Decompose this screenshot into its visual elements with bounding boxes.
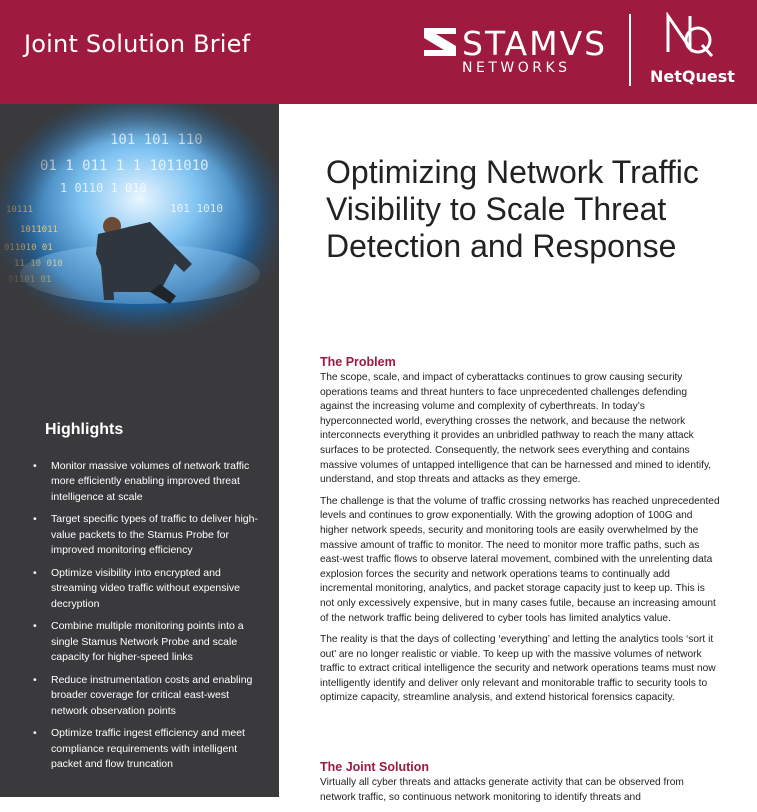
problem-section — [320, 355, 720, 713]
solution-heading: The Joint Solution — [320, 760, 430, 774]
netquest-wordmark: NetQuest — [650, 67, 735, 86]
solution-section — [320, 760, 720, 812]
highlights-list — [30, 459, 258, 780]
stamus-networks-text: NETWORKS — [462, 60, 571, 76]
nq-logo-icon — [664, 12, 716, 60]
list-item: • Reduce instrumentation costs and enabling broader coverage for critical east-west network observation points — [30, 673, 258, 719]
paragraph: The scope, scale, and impact of cyberattacks continues to grow causing security operations teams and threat hunters to face unprecedented challenges defending against the increasing volume and complexity of cyberthreats. In today’s hyperconnected world, everything crosses the network, and because the network interconnects everything it provides an unbridled pathway to reach the many attack surfaces to be protected. Consequently, the network sees everything and contains massive volumes of untapped intelligence that can be harnessed and mined to identify, understand, and stop threats and attacks as they emerge. — [320, 372, 712, 486]
page-title: Optimizing Network Traffic Visibility to Scale Threat Detection and Response — [326, 154, 699, 264]
list-item: • Combine multiple monitoring points into a single Stamus Network Probe and scale capacity for higher-speed links — [30, 619, 258, 665]
person-with-binary-data-image — [0, 104, 279, 340]
paragraph: Virtually all cyber threats and attacks generate activity that can be observed from network traffic, so continuous network monitoring to identify threats and — [320, 777, 684, 803]
brief-title: Joint Solution Brief — [24, 30, 251, 58]
highlights-sidebar — [0, 104, 279, 797]
paragraph: The reality is that the days of collecting ‘everything’ and letting the analytics tools ‘sort it out’ are no longer realistic or viable. To keep up with the massive volumes of network traffic to extract critical intelligence the security and network operations teams must now intelligently identify and deliver only relevant and monitorable traffic to security tools to optimize capacity, streamline analysis, and extend historical forensics capacity. — [320, 634, 716, 704]
stamus-logo-icon — [424, 28, 456, 56]
list-item: • Optimize visibility into encrypted and streaming video traffic without expensive decryption — [30, 566, 258, 612]
list-item: • Target specific types of traffic to deliver high-value packets to the Stamus Probe for improved monitoring efficiency — [30, 512, 258, 558]
paragraph: The challenge is that the volume of traffic crossing networks has reached unprecedented levels and continues to grow exponentially. With the growing adoption of 100G and higher network speeds, security and monitoring tools are easily overwhelmed by the massive amount of traffic to monitor. The need to monitor more traffic paths, such as east-west traffic flows to observe lateral movement, combined with the unrelenting data explosion forces the security and network operations teams to continually add incremental monitoring, analytics, and packet storage capacity just to keep up. This is not only excessively expensive, but in many cases futile, because an increasing amount of the network traffic being delivered to cyber tools has limited analytics value. — [320, 495, 720, 624]
header-banner — [0, 0, 757, 104]
logo-divider — [629, 14, 631, 86]
stamus-wordmark: STAMVS — [462, 24, 608, 63]
netquest-logo — [650, 12, 742, 90]
stamus-logo — [424, 26, 614, 80]
list-item: • Monitor massive volumes of network traffic more efficiently enabling improved threat intelligence at scale — [30, 459, 258, 505]
problem-heading: The Problem — [320, 355, 396, 369]
list-item: • Optimize traffic ingest efficiency and meet compliance requirements with intelligent packet and flow truncation — [30, 726, 258, 772]
highlights-heading: Highlights — [45, 421, 124, 438]
